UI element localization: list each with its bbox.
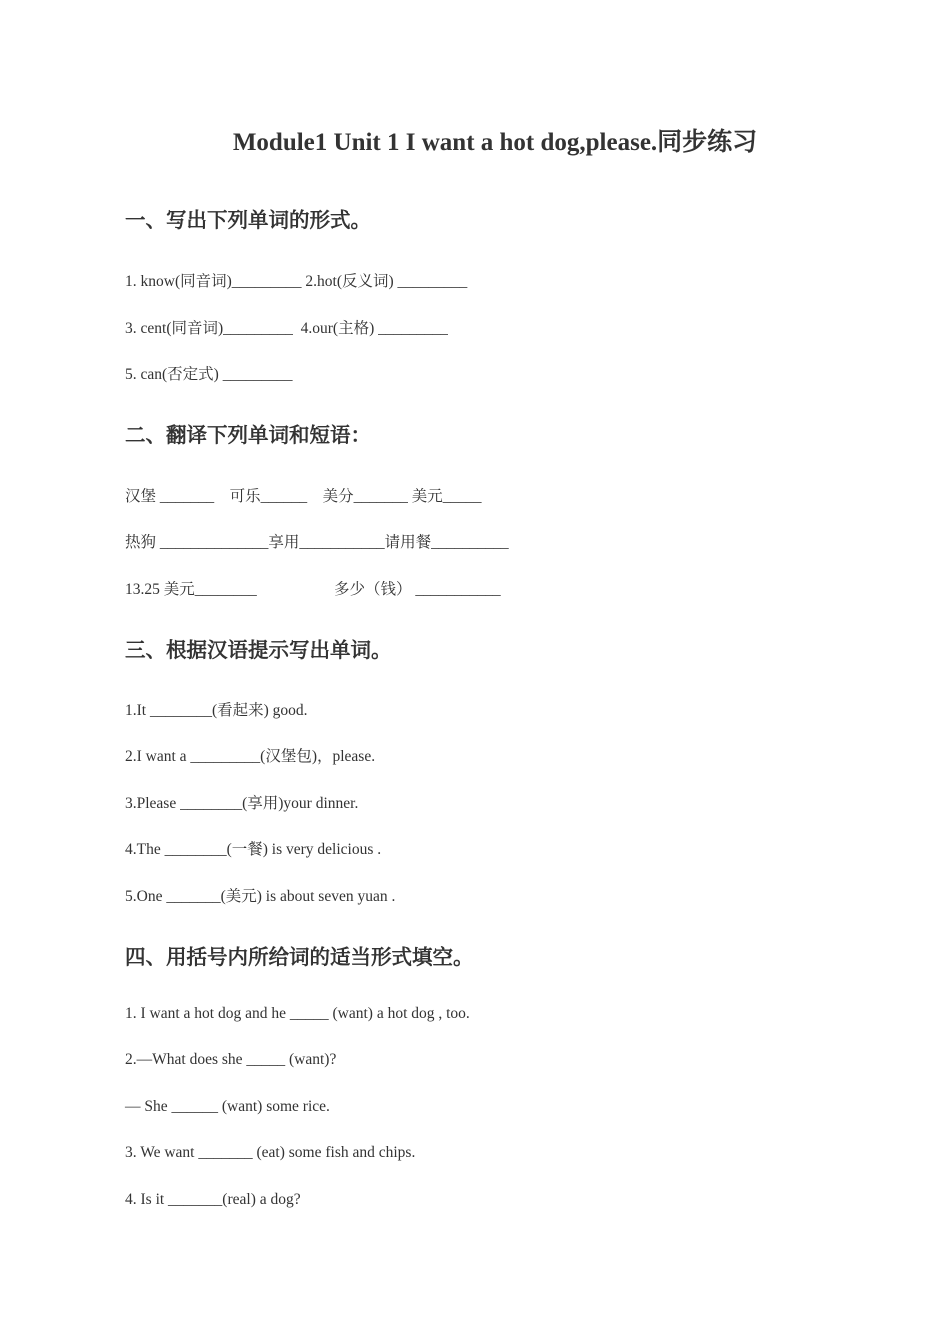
section-3-line-4: 4.The ________(一餐) is very delicious . (125, 841, 382, 858)
section-2-line-3-left: 13.25 美元________ (125, 581, 257, 598)
section-1-line-3: 5. can(否定式) _________ (125, 366, 293, 383)
section-2-line-3-right: 多少（钱） ___________ (334, 581, 501, 598)
section-1-line-2: 3. cent(同音词)_________ 4.our(主格) _________ (125, 320, 448, 337)
section-3-line-3: 3.Please ________(享用)your dinner. (125, 795, 359, 812)
section-4-line-3: — She ______ (want) some rice. (125, 1098, 330, 1115)
section-3-line-2: 2.I want a _________(汉堡包)，please. (125, 748, 376, 765)
section-4-heading: 四、用括号内所给词的适当形式填空。 (125, 945, 474, 969)
section-4-line-1: 1. I want a hot dog and he _____ (want) a hot dog , too. (125, 1005, 470, 1022)
section-3-line-1: 1.It ________(看起来) good. (125, 702, 308, 719)
section-3-heading: 三、根据汉语提示写出单词。 (125, 638, 392, 662)
section-2-line-2: 热狗 ______________享用___________请用餐__________ (125, 534, 509, 551)
section-4-line-5: 4. Is it _______(real) a dog? (125, 1191, 301, 1208)
section-3-line-5: 5.One _______(美元) is about seven yuan . (125, 888, 396, 905)
section-2-heading: 二、翻译下列单词和短语： (125, 423, 371, 447)
section-4-line-4: 3. We want _______ (eat) some fish and chips. (125, 1144, 416, 1161)
section-2-line-1: 汉堡 _______ 可乐______ 美分_______ 美元_____ (125, 488, 482, 505)
section-1-line-1: 1. know(同音词)_________ 2.hot(反义词) _________ (125, 273, 468, 290)
section-1-heading: 一、写出下列单词的形式。 (125, 208, 371, 232)
section-4-line-2: 2.—What does she _____ (want)? (125, 1051, 337, 1068)
page-title: Module1 Unit 1 I want a hot dog,please.同步练习 (232, 129, 758, 156)
